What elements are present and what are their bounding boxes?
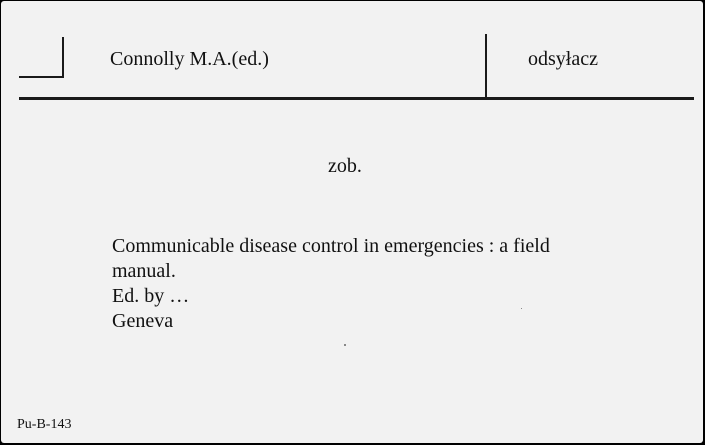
card-id: Pu-B-143 [17,417,72,432]
title-line: Communicable disease control in emergencies : a field [112,235,550,257]
corner-mark-vertical [62,37,64,78]
corner-mark-horizontal [19,76,64,78]
paper-speck [521,308,522,309]
paper-speck [344,344,346,346]
title-entry [112,234,672,334]
card-type-label: odsyłacz [528,48,598,70]
card-heading: Connolly M.A.(ed.) [110,48,269,70]
editor-line: Ed. by … [112,285,190,307]
header-divider [485,34,487,98]
place-line: Geneva [112,310,174,332]
see-reference: zob. [328,155,362,177]
catalog-card [1,1,703,443]
title-line: manual. [112,260,176,282]
header-rule [19,97,694,100]
